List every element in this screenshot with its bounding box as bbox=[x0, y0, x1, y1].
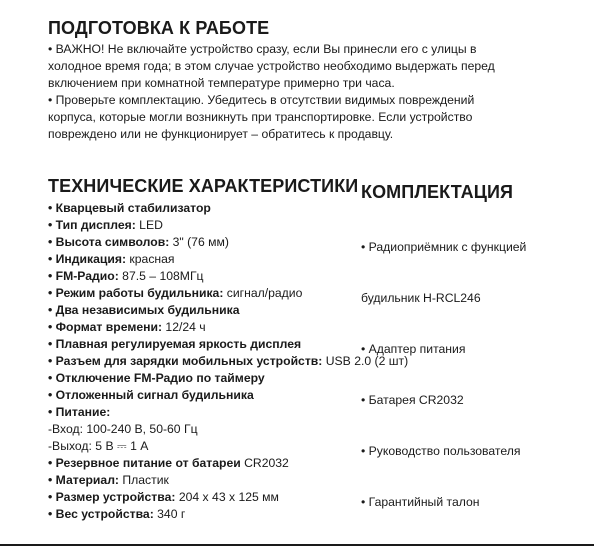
spec-label: • Размер устройства: bbox=[48, 490, 176, 504]
spec-value: -Выход: 5 В ⎓ 1 А bbox=[48, 439, 149, 453]
spec-label: • Плавная регулируемая яркость дисплея bbox=[48, 337, 302, 351]
spec-value: сигнал/радио bbox=[223, 286, 303, 300]
specs-title: ТЕХНИЧЕСКИЕ ХАРАКТЕРИСТИКИ bbox=[48, 176, 359, 196]
prep-title: ПОДГОТОВКА К РАБОТЕ bbox=[48, 18, 270, 38]
spec-value: CR2032 bbox=[240, 456, 289, 470]
spec-value: красная bbox=[126, 252, 175, 266]
spec-item bbox=[48, 387, 408, 404]
spec-label: • Индикация: bbox=[48, 252, 127, 266]
spec-value: 204 x 43 x 125 мм bbox=[175, 490, 279, 504]
spec-item bbox=[48, 234, 408, 251]
spec-item bbox=[48, 506, 408, 523]
prep-line: холодное время года; в этом случае устройство необходимо выдержать перед bbox=[48, 59, 495, 73]
spec-label: • Высота символов: bbox=[48, 235, 170, 249]
spec-value: Пластик bbox=[119, 473, 169, 487]
spec-item bbox=[48, 438, 408, 455]
kit-item: • Батарея CR2032 bbox=[361, 393, 464, 407]
spec-label: • Отключение FM-Радио по таймеру bbox=[48, 371, 265, 385]
kit-item: • Радиоприёмник с функцией bbox=[361, 240, 527, 254]
prep-line: • ВАЖНО! Не включайте устройство сразу, если Вы принесли его с улицы в bbox=[48, 42, 477, 56]
spec-item bbox=[48, 268, 408, 285]
spec-value: USB 2.0 (2 шт) bbox=[322, 354, 409, 368]
spec-label: • Тип дисплея: bbox=[48, 218, 136, 232]
spec-item bbox=[48, 319, 408, 336]
spec-item bbox=[48, 200, 408, 217]
spec-label: • Материал: bbox=[48, 473, 119, 487]
kit-item: • Руководство пользователя bbox=[361, 444, 521, 458]
spec-item bbox=[48, 489, 408, 506]
spec-label: • Отложенный сигнал будильника bbox=[48, 388, 254, 402]
spec-item bbox=[48, 251, 408, 268]
spec-item bbox=[48, 370, 408, 387]
spec-value: 87.5 – 108МГц bbox=[118, 269, 204, 283]
spec-item bbox=[48, 404, 408, 421]
spec-label: • Разъем для зарядки мобильных устройств: bbox=[48, 354, 323, 368]
prep-line: • Проверьте комплектацию. Убедитесь в отсутствии видимых повреждений bbox=[48, 93, 475, 107]
kit-item: • Гарантийный талон bbox=[361, 495, 480, 509]
specs-list bbox=[48, 200, 408, 523]
spec-value: 340 г bbox=[153, 507, 186, 521]
spec-label: • Два независимых будильника bbox=[48, 303, 240, 317]
kit-item: будильник H-RCL246 bbox=[361, 291, 481, 305]
kit-item: • Адаптер питания bbox=[361, 342, 466, 356]
spec-value: 12/24 ч bbox=[162, 320, 206, 334]
spec-item bbox=[48, 421, 408, 438]
kit-title: КОМПЛЕКТАЦИЯ bbox=[361, 182, 514, 202]
spec-label: • Кварцевый стабилизатор bbox=[48, 201, 211, 215]
spec-item bbox=[48, 353, 408, 370]
spec-label: • FM-Радио: bbox=[48, 269, 119, 283]
spec-item bbox=[48, 336, 408, 353]
spec-label: • Питание: bbox=[48, 405, 111, 419]
spec-label: • Режим работы будильника: bbox=[48, 286, 224, 300]
prep-line: корпуса, которые могли возникнуть при транспортировке. Если устройство bbox=[48, 110, 473, 124]
kit-list bbox=[361, 205, 526, 528]
spec-label: • Резервное питание от батареи bbox=[48, 456, 241, 470]
spec-value: LED bbox=[135, 218, 163, 232]
spec-value: -Вход: 100-240 В, 50-60 Гц bbox=[48, 422, 198, 436]
spec-label: • Формат времени: bbox=[48, 320, 163, 334]
prep-line: повреждено или не функционирует – обратитесь к продавцу. bbox=[48, 127, 394, 141]
spec-item bbox=[48, 472, 408, 489]
prep-text bbox=[48, 41, 495, 143]
spec-item bbox=[48, 285, 408, 302]
spec-item bbox=[48, 217, 408, 234]
spec-item bbox=[48, 455, 408, 472]
spec-value: 3" (76 мм) bbox=[169, 235, 229, 249]
spec-label: • Вес устройства: bbox=[48, 507, 154, 521]
prep-line: включением при комнатной температуре примерно три часа. bbox=[48, 76, 395, 90]
bottom-divider bbox=[0, 544, 594, 546]
spec-item bbox=[48, 302, 408, 319]
